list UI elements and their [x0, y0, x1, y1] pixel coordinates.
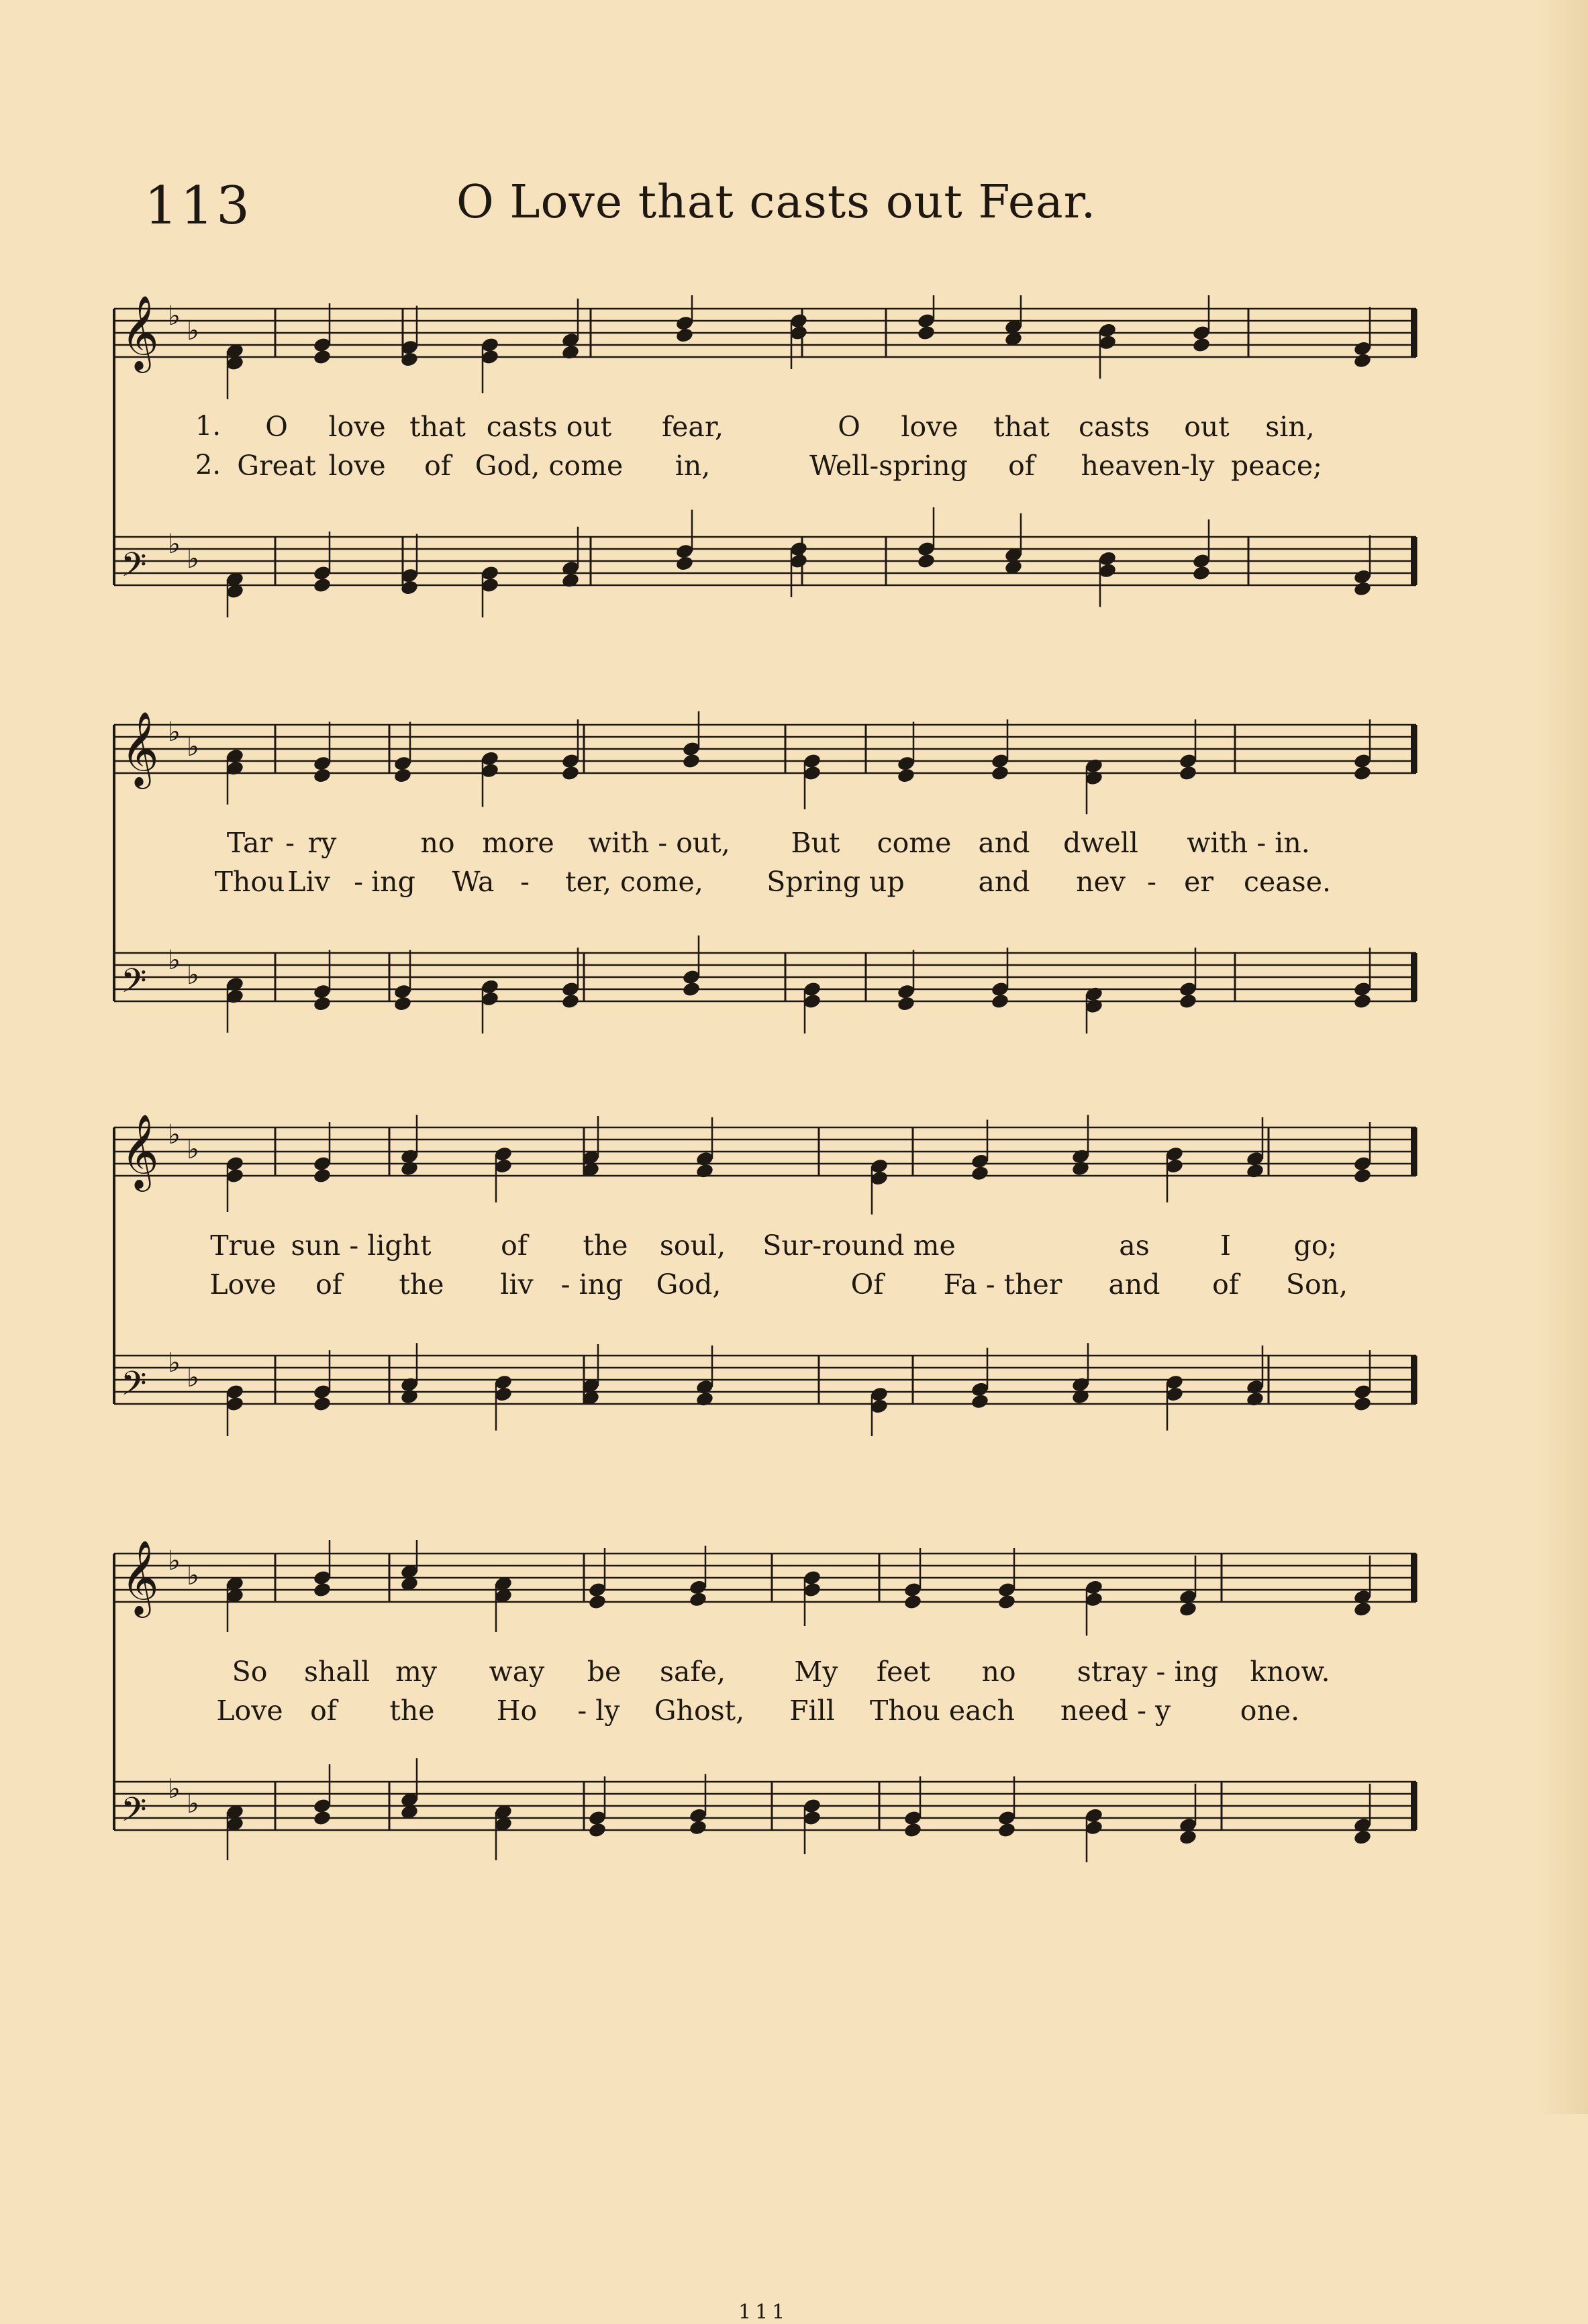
- lyric-syllable: casts: [1079, 411, 1150, 443]
- lyric-syllable: that: [409, 411, 466, 443]
- bass-staff: [114, 507, 1416, 617]
- lyric-syllable: with - in.: [1187, 827, 1310, 859]
- lyric-syllable: - ly: [577, 1695, 620, 1727]
- lyric-syllable: fear,: [661, 411, 724, 443]
- bass-clef-icon: 𝄢: [121, 546, 147, 593]
- bass-staff: [114, 936, 1416, 1033]
- note-head: [897, 995, 916, 1012]
- lyric-syllable: with - out,: [588, 827, 730, 859]
- lyric-syllable: Spring up: [766, 866, 905, 898]
- verse-number: 2.: [195, 450, 221, 481]
- flat-icon: ♭: [168, 1546, 181, 1576]
- note-head: [1192, 564, 1211, 581]
- lyric-syllable: and: [1108, 1268, 1160, 1301]
- lyric-syllable: love: [328, 450, 386, 482]
- lyric-syllable: feet: [876, 1656, 931, 1688]
- lyric-syllable: ter, come,: [565, 866, 703, 898]
- note-head: [313, 1395, 332, 1412]
- treble-staff: [114, 295, 1416, 399]
- treble-clef-icon: 𝄞: [121, 1540, 159, 1615]
- note-head: [1353, 1829, 1373, 1846]
- lyric-syllable: - ing: [560, 1268, 624, 1301]
- lyric-syllable: the: [583, 1229, 628, 1262]
- lyric-syllable: Thou: [214, 866, 285, 898]
- note-head: [917, 324, 936, 341]
- lyric-syllable: soul,: [659, 1229, 726, 1262]
- note-head: [1353, 1167, 1373, 1184]
- lyric-syllable: stray - ing: [1077, 1656, 1219, 1688]
- note-head: [997, 1821, 1017, 1838]
- flat-icon: ♭: [187, 315, 199, 346]
- flat-icon: ♭: [187, 960, 199, 991]
- lyric-syllable: way: [489, 1656, 545, 1688]
- note-head: [1246, 1162, 1265, 1179]
- flat-icon: ♭: [187, 1560, 199, 1591]
- note-head: [313, 1809, 332, 1826]
- lyric-syllable: one.: [1240, 1695, 1300, 1727]
- flat-icon: ♭: [187, 731, 199, 762]
- page-number: 111: [738, 2301, 789, 2324]
- lyric-syllable: the: [389, 1695, 435, 1727]
- lyric-syllable: Wa: [452, 866, 495, 898]
- lyric-syllable: Liv: [287, 866, 330, 898]
- bass-clef-icon: 𝄢: [121, 1790, 147, 1837]
- final-bar-line: [1411, 1127, 1416, 1176]
- lyric-syllable: Tar: [226, 827, 273, 859]
- treble-clef-icon: 𝄞: [121, 711, 159, 786]
- lyric-syllable: liv: [500, 1268, 534, 1301]
- note-head: [903, 1593, 923, 1610]
- final-bar-line: [1411, 537, 1416, 585]
- note-head: [1179, 1829, 1198, 1846]
- final-bar-line: [1411, 309, 1416, 357]
- note-head: [1353, 1601, 1373, 1617]
- lyric-syllable: Fill: [789, 1695, 835, 1727]
- lyric-syllable: casts out: [486, 411, 612, 443]
- lyric-syllable: -: [285, 827, 295, 859]
- lyric-syllable: in,: [675, 450, 711, 482]
- note-head: [313, 995, 332, 1012]
- note-head: [1353, 352, 1373, 369]
- note-head: [1353, 764, 1373, 781]
- note-head: [971, 1165, 990, 1182]
- lyric-syllable: ing: [371, 866, 415, 898]
- lyric-syllable: nev: [1076, 866, 1126, 898]
- lyric-syllable: of: [1212, 1268, 1239, 1301]
- lyric-syllable: of: [1008, 450, 1035, 482]
- note-head: [695, 1162, 715, 1179]
- treble-staff: [114, 711, 1416, 814]
- final-bar-line: [1411, 1782, 1416, 1830]
- lyric-syllable: Fa - ther: [943, 1268, 1062, 1301]
- lyric-syllable: O: [838, 411, 860, 443]
- note-head: [1071, 1160, 1091, 1177]
- lyric-syllable: Son,: [1285, 1268, 1348, 1301]
- lyric-syllable: of: [310, 1695, 337, 1727]
- lyric-syllable: dwell: [1063, 827, 1138, 859]
- lyric-syllable: -: [520, 866, 530, 898]
- page-edge-shadow: [1537, 0, 1588, 2114]
- note-head: [1179, 1601, 1198, 1617]
- note-head: [1353, 580, 1373, 597]
- lyric-syllable: love: [901, 411, 958, 443]
- final-bar-line: [1411, 1554, 1416, 1602]
- lyric-syllable: heaven-ly: [1081, 450, 1215, 482]
- flat-icon: ♭: [168, 1774, 181, 1805]
- lyric-syllable: know.: [1250, 1656, 1330, 1688]
- lyric-syllable: Love: [216, 1695, 283, 1727]
- flat-icon: ♭: [168, 945, 181, 976]
- note-head: [1246, 1391, 1265, 1407]
- music-system-4: [101, 1540, 1430, 1862]
- lyric-syllable: I: [1220, 1229, 1232, 1262]
- music-system-3: [101, 1114, 1430, 1436]
- note-head: [1353, 993, 1373, 1009]
- lyric-syllable: peace;: [1231, 450, 1322, 482]
- lyric-syllable: my: [395, 1656, 438, 1688]
- bass-staff: [114, 1343, 1416, 1436]
- note-head: [991, 764, 1010, 781]
- music-system-2: [101, 711, 1430, 1033]
- lyric-syllable: out: [1184, 411, 1230, 443]
- lyric-syllable: that: [993, 411, 1050, 443]
- lyric-line-verse-1: [101, 1656, 1430, 1689]
- note-head: [313, 1581, 332, 1598]
- note-head: [917, 552, 936, 569]
- flat-icon: ♭: [187, 1788, 199, 1819]
- lyric-syllable: of: [501, 1229, 528, 1262]
- lyric-line-verse-2: [101, 866, 1430, 899]
- lyric-syllable: no: [981, 1656, 1016, 1688]
- lyric-syllable: and: [978, 827, 1030, 859]
- lyric-syllable: -: [1147, 866, 1156, 898]
- note-head: [588, 1593, 607, 1610]
- note-head: [313, 348, 332, 365]
- note-head: [903, 1821, 923, 1838]
- note-head: [400, 1388, 419, 1405]
- treble-clef-icon: 𝄞: [121, 295, 159, 370]
- note-head: [682, 752, 701, 769]
- lyric-syllable: God,: [656, 1268, 722, 1301]
- lyric-syllable: more: [482, 827, 554, 859]
- lyric-line-verse-1: [101, 827, 1430, 860]
- bass-clef-icon: 𝄢: [121, 1364, 147, 1411]
- flat-icon: ♭: [187, 1134, 199, 1165]
- note-head: [588, 1821, 607, 1838]
- lyric-syllable: Sur-round me: [762, 1229, 956, 1262]
- lyric-syllable: Ho: [496, 1695, 538, 1727]
- final-bar-line: [1411, 953, 1416, 1001]
- lyric-syllable: So: [232, 1656, 268, 1688]
- hymn-title: O Love that casts out Fear.: [456, 176, 1097, 229]
- note-head: [689, 1591, 708, 1608]
- lyric-syllable: come: [877, 827, 952, 859]
- lyric-syllable: True: [210, 1229, 276, 1262]
- note-head: [689, 1819, 708, 1836]
- note-head: [561, 572, 581, 589]
- note-head: [1071, 1388, 1091, 1405]
- lyric-line-verse-2: [101, 450, 1430, 483]
- treble-staff: [114, 1540, 1416, 1635]
- treble-clef-icon: 𝄞: [121, 1114, 159, 1189]
- note-head: [313, 767, 332, 784]
- note-head: [897, 767, 916, 784]
- lyric-syllable: sun - light: [291, 1229, 432, 1262]
- lyric-syllable: and: [978, 866, 1030, 898]
- note-head: [1353, 1395, 1373, 1412]
- flat-icon: ♭: [168, 1119, 181, 1150]
- lyric-syllable: the: [399, 1268, 444, 1301]
- note-head: [991, 993, 1010, 1009]
- verse-number: 1.: [195, 411, 221, 442]
- lyric-syllable: no: [420, 827, 455, 859]
- flat-icon: ♭: [168, 301, 181, 332]
- note-head: [675, 555, 695, 572]
- treble-staff: [114, 1114, 1416, 1215]
- note-head: [400, 1160, 419, 1177]
- lyric-line-verse-2: [101, 1268, 1430, 1302]
- lyric-syllable: be: [587, 1656, 622, 1688]
- lyric-syllable: need - y: [1060, 1695, 1171, 1727]
- lyric-syllable: love: [328, 411, 386, 443]
- note-head: [1179, 764, 1198, 781]
- note-head: [393, 995, 413, 1012]
- lyric-syllable: But: [791, 827, 840, 859]
- lyric-syllable: ry: [307, 827, 337, 859]
- note-head: [675, 327, 695, 344]
- note-head: [971, 1393, 990, 1410]
- lyric-syllable: shall: [303, 1656, 370, 1688]
- lyric-syllable: safe,: [660, 1656, 726, 1688]
- note-head: [1192, 336, 1211, 353]
- lyric-syllable: of: [315, 1268, 342, 1301]
- lyric-syllable: er: [1184, 866, 1213, 898]
- hymn-number: 113: [144, 176, 252, 236]
- note-head: [1179, 993, 1198, 1009]
- lyric-syllable: cease.: [1243, 866, 1332, 898]
- lyric-syllable: God, come: [475, 450, 624, 482]
- flat-icon: ♭: [168, 1348, 181, 1378]
- final-bar-line: [1411, 1356, 1416, 1404]
- final-bar-line: [1411, 725, 1416, 773]
- lyric-syllable: Well-spring: [809, 450, 968, 482]
- lyric-syllable: Love: [209, 1268, 277, 1301]
- note-head: [313, 1167, 332, 1184]
- lyric-line-verse-2: [101, 1695, 1430, 1728]
- flat-icon: ♭: [168, 529, 181, 560]
- lyric-syllable: O: [265, 411, 288, 443]
- lyric-syllable: My: [794, 1656, 838, 1688]
- note-head: [393, 767, 413, 784]
- lyric-line-verse-1: [101, 1229, 1430, 1263]
- lyric-syllable: -: [354, 866, 363, 898]
- note-head: [997, 1593, 1017, 1610]
- note-head: [561, 344, 581, 360]
- note-head: [682, 980, 701, 997]
- flat-icon: ♭: [187, 1362, 199, 1393]
- flat-icon: ♭: [187, 544, 199, 574]
- lyric-syllable: as: [1119, 1229, 1150, 1262]
- lyric-syllable: go;: [1293, 1229, 1338, 1262]
- note-head: [695, 1391, 715, 1407]
- flat-icon: ♭: [168, 717, 181, 748]
- note-head: [561, 764, 581, 781]
- note-head: [561, 993, 581, 1009]
- music-system-1: [101, 295, 1430, 617]
- lyric-syllable: Ghost,: [654, 1695, 745, 1727]
- lyric-syllable: Of: [850, 1268, 884, 1301]
- note-head: [313, 576, 332, 593]
- lyric-syllable: Thou each: [870, 1695, 1015, 1727]
- lyric-syllable: Great: [237, 450, 316, 482]
- bass-staff: [114, 1758, 1416, 1862]
- bass-clef-icon: 𝄢: [121, 962, 147, 1009]
- lyric-syllable: sin,: [1265, 411, 1315, 443]
- lyric-syllable: of: [424, 450, 451, 482]
- lyric-line-verse-1: [101, 411, 1430, 444]
